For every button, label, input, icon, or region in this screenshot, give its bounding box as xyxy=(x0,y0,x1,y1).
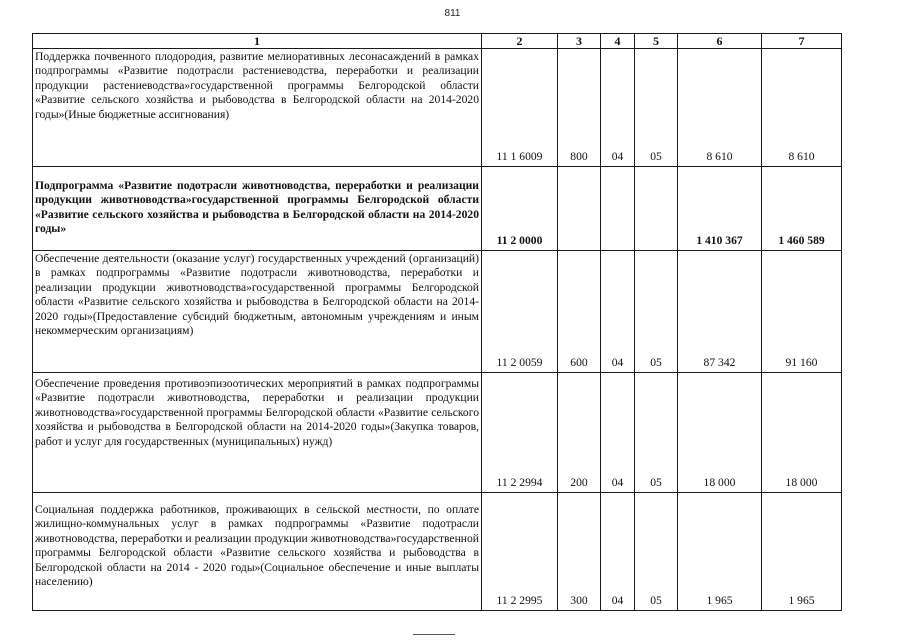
row-description: Социальная поддержка работников, проживающих в сельской местности, по оплате жилищно-коммунальных услуг в рамках подпрограммы «Развитие подотрасли животноводства, переработки и реализации продукции животноводства»государственной программы Белгородской области «Развитие сельского хозяйства и рыбоводства в Белгородской области на 2014 - 2020 годы»(Социальное обеспечение и иные выплаты населению) xyxy=(33,493,482,611)
row-target-code: 11 2 2995 xyxy=(482,493,558,611)
page-number: 811 xyxy=(444,8,461,19)
row-subsection: 05 xyxy=(635,251,678,373)
row-description: Подпрограмма «Развитие подотрасли животноводства, переработки и реализации продукции животноводства»государственной программы Белгородской области «Развитие сельского хозяйства и рыбоводства в Белгородской области на 2014-2020 годы» xyxy=(33,167,482,251)
row-target-code: 11 2 0000 xyxy=(482,167,558,251)
row-target-code: 11 1 6009 xyxy=(482,49,558,167)
row-sum-second: 91 160 xyxy=(762,251,842,373)
row-expense-type: 600 xyxy=(558,251,601,373)
row-section: 04 xyxy=(601,493,635,611)
row-section: 04 xyxy=(601,49,635,167)
scan-edge-mark xyxy=(413,634,455,635)
column-header-7: 7 xyxy=(762,34,842,49)
row-sum-second: 1 965 xyxy=(762,493,842,611)
row-target-code: 11 2 0059 xyxy=(482,251,558,373)
table-row xyxy=(33,373,842,493)
column-header-1: 1 xyxy=(33,34,482,49)
row-sum-second: 1 460 589 xyxy=(762,167,842,251)
row-subsection: 05 xyxy=(635,373,678,493)
row-subsection xyxy=(635,167,678,251)
column-header-3: 3 xyxy=(558,34,601,49)
column-header-4: 4 xyxy=(601,34,635,49)
row-subsection: 05 xyxy=(635,493,678,611)
column-header-6: 6 xyxy=(678,34,762,49)
table-row xyxy=(33,251,842,373)
row-target-code: 11 2 2994 xyxy=(482,373,558,493)
row-section: 04 xyxy=(601,251,635,373)
table-row xyxy=(33,167,842,251)
budget-table xyxy=(32,33,842,611)
row-description: Поддержка почвенного плодородия, развитие мелиоративных лесонасаждений в рамках подпрограммы «Развитие подотрасли растениеводства, переработки и реализации продукции растениеводства»государственной программы Белгородской области «Развитие сельского хозяйства и рыбоводства в Белгородской области на 2014-2020 годы»(Иные бюджетные ассигнования) xyxy=(33,49,482,167)
header-row xyxy=(33,34,842,49)
row-expense-type: 800 xyxy=(558,49,601,167)
row-expense-type: 200 xyxy=(558,373,601,493)
row-subsection: 05 xyxy=(635,49,678,167)
row-description: Обеспечение деятельности (оказание услуг) государственных учреждений (организаций) в рамках подпрограммы «Развитие подотрасли животноводства, переработки и реализации продукции животноводства»государственной программы Белгородской области «Развитие сельского хозяйства и рыбоводства в Белгородской области на 2014-2020 годы»(Предоставление субсидий бюджетным, автономным учреждениям и иным некоммерческим организациям) xyxy=(33,251,482,373)
row-sum-first: 8 610 xyxy=(678,49,762,167)
column-header-2: 2 xyxy=(482,34,558,49)
row-sum-first: 18 000 xyxy=(678,373,762,493)
row-sum-first: 87 342 xyxy=(678,251,762,373)
row-description: Обеспечение проведения противоэпизоотических мероприятий в рамках подпрограммы «Развитие подотрасли животноводства, переработки и реализации продукции животноводства»государственной программы Белгородской области «Развитие сельского хозяйства и рыбоводства в Белгородской области на 2014-2020 годы»(Закупка товаров, работ и услуг для государственных (муниципальных) нужд) xyxy=(33,373,482,493)
row-section xyxy=(601,167,635,251)
row-sum-first: 1 965 xyxy=(678,493,762,611)
row-sum-first: 1 410 367 xyxy=(678,167,762,251)
row-expense-type: 300 xyxy=(558,493,601,611)
row-sum-second: 8 610 xyxy=(762,49,842,167)
table-row xyxy=(33,493,842,611)
row-section: 04 xyxy=(601,373,635,493)
row-expense-type xyxy=(558,167,601,251)
table-row xyxy=(33,49,842,167)
row-sum-second: 18 000 xyxy=(762,373,842,493)
column-header-5: 5 xyxy=(635,34,678,49)
